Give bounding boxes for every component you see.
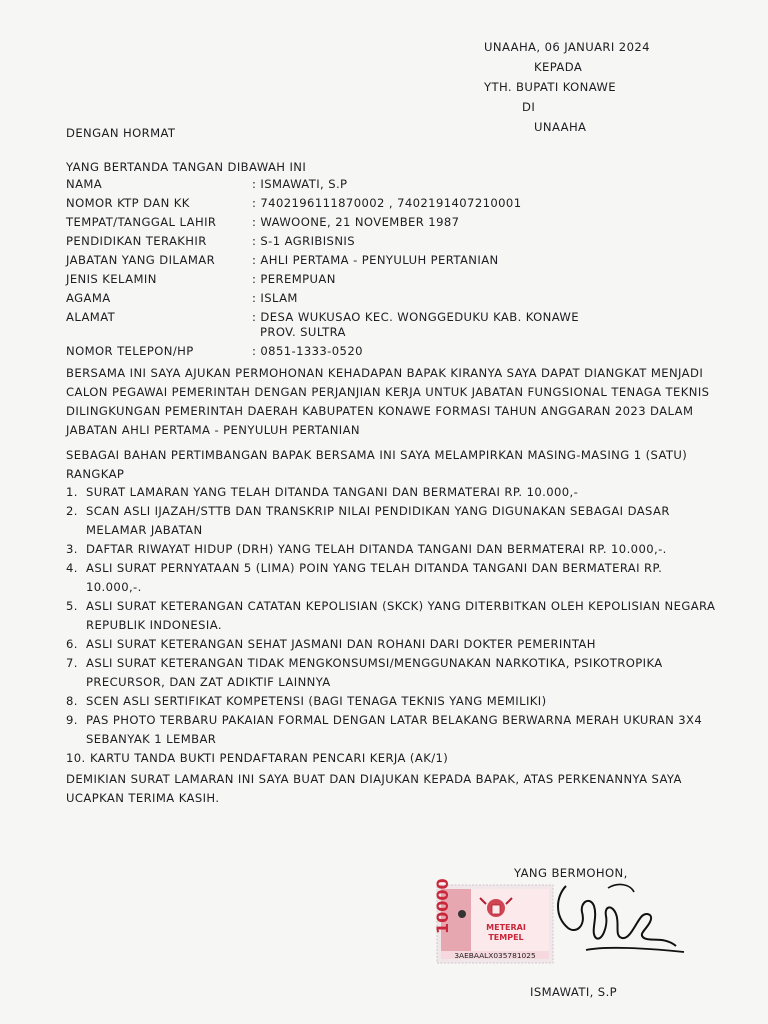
addressee: YTH. BUPATI KONAWE	[484, 80, 617, 94]
at-label: DI	[522, 100, 536, 114]
field-label: NAMA	[66, 177, 103, 191]
body-paragraph: BERSAMA INI SAYA AJUKAN PERMOHONAN KEHADAPAN BAPAK KIRANYA SAYA DAPAT DIANGKAT MENJADI CALON PEGAWAI PEMERINTAH DENGAN PERJANJIAN KERJA UNTUK JABATAN FUNGSIONAL TENAGA TEKNIS DILINGKUNGAN PEMERINTAH DAERAH KABUPATEN KONAWE FORMASI TAHUN ANGGARAN 2023 DALAM JABATAN AHLI PERTAMA - PENYULUH PERTANIAN	[66, 366, 710, 437]
closing-paragraph: DEMIKIAN SURAT LAMARAN INI SAYA BUAT DAN DIAJUKAN KEPADA BAPAK, ATAS PERKENANNYA SAYA UCAPKAN TERIMA KASIH.	[66, 772, 682, 805]
field-row	[66, 344, 579, 363]
address-line-1: : DESA WUKUSAO KEC. WONGGEDUKU KAB. KONAWE	[252, 310, 580, 324]
letter-header	[484, 40, 650, 140]
field-value: : ISLAM	[252, 291, 298, 305]
attachments-intro: SEBAGAI BAHAN PERTIMBANGAN BAPAK BERSAMA INI SAYA MELAMPIRKAN MASING-MASING 1 (SATU) RANGKAP	[66, 448, 688, 481]
list-item: 9. PAS PHOTO TERBARU PAKAIAN FORMAL DENGAN LATAR BELAKANG BERWARNA MERAH UKURAN 3X4 SEBANYAK 1 LEMBAR	[66, 713, 703, 746]
list-item: 7. ASLI SURAT KETERANGAN TIDAK MENGKONSUMSI/MENGGUNAKAN NARKOTIKA, PSIKOTROPIKA PRECURSOR, DAN ZAT ADIKTIF LAINNYA	[66, 656, 663, 689]
list-item: 10. KARTU TANDA BUKTI PENDAFTARAN PENCARI KERJA (AK/1)	[66, 751, 449, 765]
field-value: : 7402196111870002 , 7402191407210001	[252, 196, 522, 210]
field-value: : WAWOONE, 21 NOVEMBER 1987	[252, 215, 460, 229]
list-item: 6. ASLI SURAT KETERANGAN SEHAT JASMANI DAN ROHANI DARI DOKTER PEMERINTAH	[66, 637, 596, 651]
field-value: : S-1 AGRIBISNIS	[252, 234, 355, 248]
stamp-label2: TEMPEL	[488, 933, 524, 942]
salutation: DENGAN HORMAT	[66, 126, 176, 140]
field-label: PENDIDIKAN TERAKHIR	[66, 234, 207, 248]
place-date: UNAAHA, 06 JANUARI 2024	[484, 40, 650, 54]
signer-name: ISMAWATI, S.P	[530, 985, 618, 999]
field-label: TEMPAT/TANGGAL LAHIR	[66, 215, 217, 229]
list-item: 8. SCEN ASLI SERTIFIKAT KOMPETENSI (BAGI TENAGA TEKNIS YANG MEMILIKI)	[66, 694, 547, 708]
revenue-stamp	[433, 878, 554, 964]
field-label: ALAMAT	[66, 310, 116, 324]
list-item: 3. DAFTAR RIWAYAT HIDUP (DRH) YANG TELAH DITANDA TANGANI DAN BERMATERAI RP. 10.000,-.	[66, 542, 667, 556]
field-value: : ISMAWATI, S.P	[252, 177, 348, 191]
address-line-2: PROV. SULTRA	[260, 325, 346, 340]
list-item: 1. SURAT LAMARAN YANG TELAH DITANDA TANGANI DAN BERMATERAI RP. 10.000,-	[66, 485, 579, 499]
stamp-serial: 3AEBAALX035781025	[454, 951, 536, 960]
to-label: KEPADA	[534, 60, 583, 74]
field-label: AGAMA	[66, 291, 111, 305]
field-label: NOMOR KTP DAN KK	[66, 196, 190, 210]
field-row	[66, 272, 579, 291]
field-row-address	[66, 310, 579, 344]
city: UNAAHA	[534, 120, 587, 134]
personal-fields	[66, 177, 579, 363]
field-row	[66, 291, 579, 310]
field-row	[66, 196, 579, 215]
field-row	[66, 234, 579, 253]
field-value: : PEREMPUAN	[252, 272, 336, 286]
intro-line: YANG BERTANDA TANGAN DIBAWAH INI	[66, 160, 307, 174]
closing-label: YANG BERMOHON,	[514, 866, 628, 880]
list-item: 5. ASLI SURAT KETERANGAN CATATAN KEPOLISIAN (SKCK) YANG DITERBITKAN OLEH KEPOLISIAN NEGARA REPUBLIK INDONESIA.	[66, 599, 716, 632]
field-row	[66, 177, 579, 196]
field-row	[66, 253, 579, 272]
list-item: 2. SCAN ASLI IJAZAH/STTB DAN TRANSKRIP NILAI PENDIDIKAN YANG DIGUNAKAN SEBAGAI DASAR MELAMAR JABATAN	[66, 504, 670, 537]
stamp-value: 10000	[433, 878, 452, 934]
field-value	[252, 310, 579, 344]
signature-image	[546, 876, 688, 962]
field-label: JABATAN YANG DILAMAR	[66, 253, 216, 267]
field-value: : 0851-1333-0520	[252, 344, 363, 358]
field-label: NOMOR TELEPON/HP	[66, 344, 194, 358]
field-row	[66, 215, 579, 234]
stamp-label1: METERAI	[486, 923, 526, 932]
field-value: : AHLI PERTAMA - PENYULUH PERTANIAN	[252, 253, 499, 267]
attachments-list	[66, 483, 718, 768]
field-label: JENIS KELAMIN	[66, 272, 157, 286]
list-item: 4. ASLI SURAT PERNYATAAN 5 (LIMA) POIN YANG TELAH DITANDA TANGANI DAN BERMATERAI RP. 10.000,-.	[66, 561, 663, 594]
